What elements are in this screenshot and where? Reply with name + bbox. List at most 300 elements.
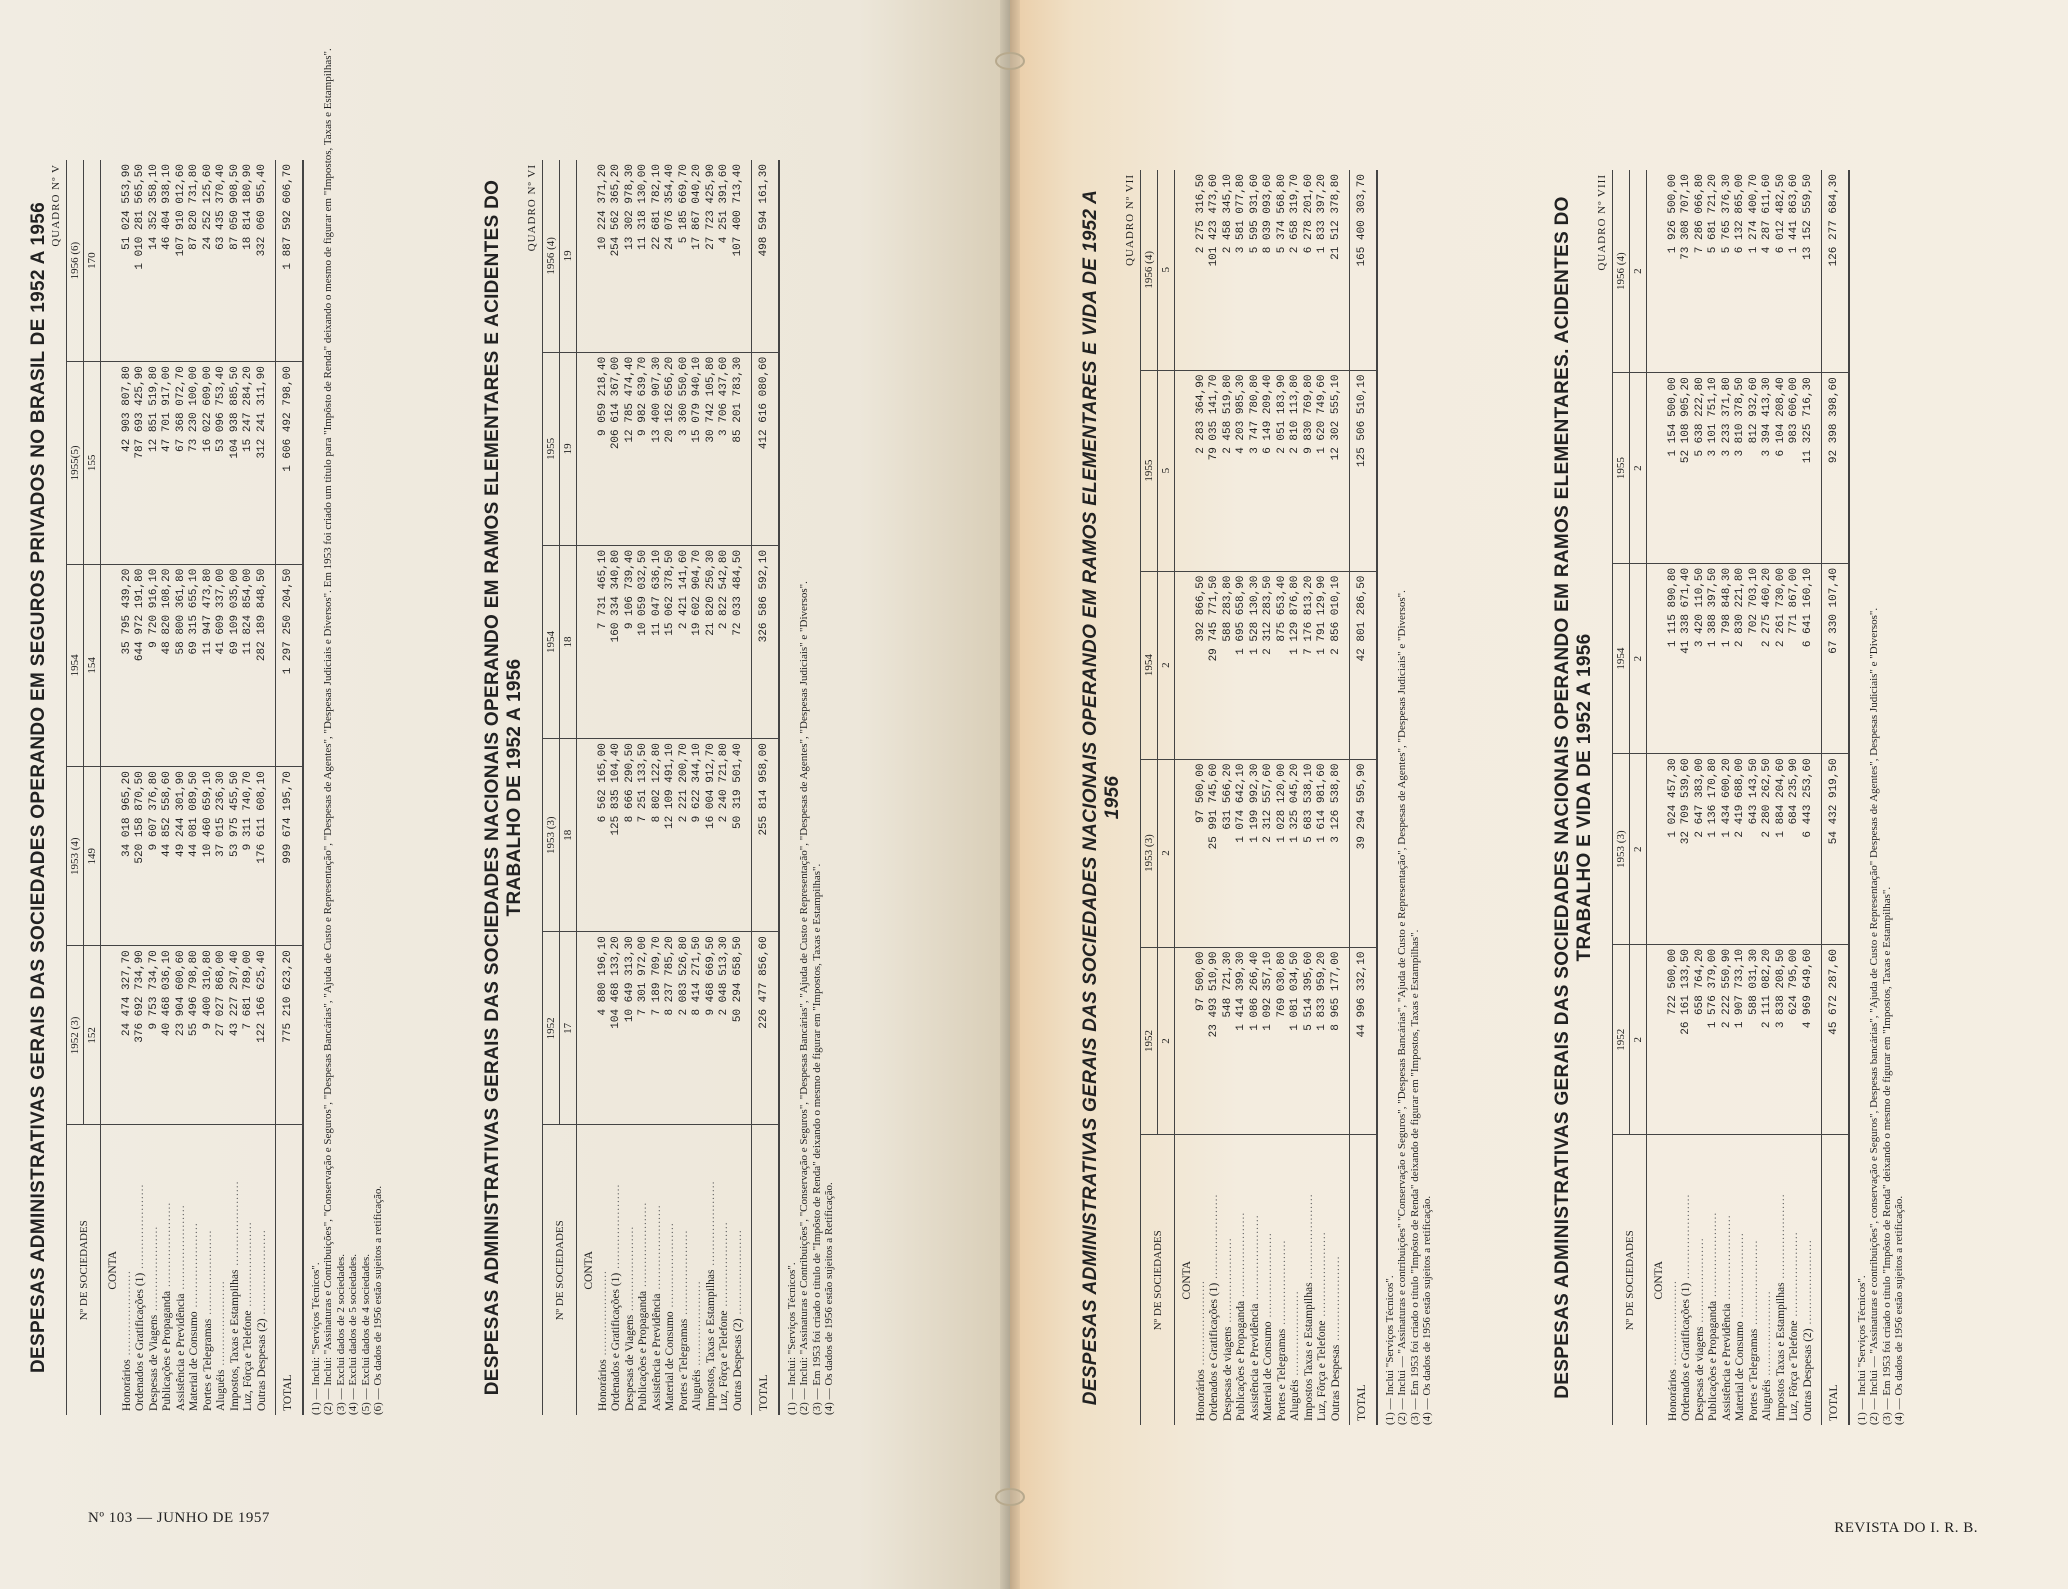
conta-spacer bbox=[577, 545, 597, 738]
header-num-sociedades: Nº DE SOCIEDADES bbox=[1141, 1135, 1175, 1425]
row-label-text: Outras Despesas (2) bbox=[255, 1318, 268, 1411]
table-cell: 722 500,00 bbox=[1667, 944, 1681, 1135]
row-label bbox=[121, 1125, 135, 1415]
row-label bbox=[1303, 1135, 1317, 1425]
table-cell: 8 965 177,00 bbox=[1330, 947, 1344, 1135]
footnote: (4) — Os dados de 1956 estão sujeitos a Retificação. bbox=[823, 1182, 835, 1415]
table-cell: 2 458 345,10 bbox=[1221, 174, 1234, 254]
table-row bbox=[732, 160, 746, 1415]
row-label bbox=[1235, 1135, 1249, 1425]
total-label: TOTAL bbox=[1350, 1135, 1377, 1425]
table-cell: 6 149 209,40 bbox=[1262, 370, 1276, 571]
table-cell: 15 079 940,10 bbox=[691, 352, 705, 545]
table-cell: 2 312 557,60 bbox=[1262, 759, 1276, 947]
row-label-text: Publicações e Propaganda bbox=[1235, 1300, 1247, 1421]
table-cell: 588 031,30 bbox=[1748, 944, 1762, 1135]
header-num-sociedades: Nº DE SOCIEDADES bbox=[67, 1125, 101, 1415]
conta-spacer bbox=[1647, 944, 1667, 1135]
table-cell: 22 681 782,10 bbox=[650, 164, 663, 250]
table-cell: 20 162 656,20 bbox=[664, 352, 678, 545]
table-cell: 2 240 721,80 bbox=[718, 739, 732, 932]
table-cell: 27 027 868,00 bbox=[215, 946, 229, 1125]
row-label-text: Despesas de Viagens bbox=[147, 1314, 160, 1411]
leader-dots: ...................... bbox=[677, 1229, 690, 1319]
table-cell: 1 115 890,80 bbox=[1667, 563, 1681, 754]
total-cell: 44 996 332,10 bbox=[1350, 947, 1377, 1135]
table-cell: 2 275 460,20 bbox=[1761, 563, 1775, 754]
table-cell: 254 562 365,20 bbox=[610, 164, 622, 257]
table-cell: 24 474 327,70 bbox=[121, 946, 135, 1125]
footnote: (1) — Inclui "Serviços Técnicos". bbox=[1383, 1275, 1396, 1425]
table-cell: 2 275 316,50 bbox=[1194, 174, 1207, 254]
total-cell: 412 616 080,60 bbox=[752, 352, 779, 545]
leader-dots: ...................... bbox=[1221, 1237, 1234, 1327]
table-cell: 13 302 978,30 bbox=[623, 164, 636, 250]
row-label-text: Outras Despesas bbox=[1329, 1344, 1342, 1421]
quadro-row bbox=[526, 160, 542, 1415]
conta-spacer bbox=[1175, 571, 1195, 759]
table-cell: 47 701 917,00 bbox=[161, 362, 175, 565]
row-label bbox=[256, 1125, 270, 1415]
table-cell: 4 880 196,10 bbox=[597, 932, 611, 1125]
table-cell: 6 562 165,00 bbox=[597, 739, 611, 932]
table-cell: 32 709 539,60 bbox=[1680, 754, 1694, 945]
table-cell: 9 720 916,10 bbox=[148, 564, 162, 767]
row-label-text: Material de Consumo bbox=[188, 1311, 200, 1411]
header-year: 1954 bbox=[543, 545, 560, 738]
table-cell: 769 030,80 bbox=[1276, 947, 1290, 1135]
row-label-text: Ordenados e Gratificações (1) bbox=[134, 1272, 146, 1411]
row-label-text: Ordenados e Gratificações (1) bbox=[1680, 1282, 1692, 1421]
table-cell: 122 166 625,40 bbox=[256, 946, 270, 1125]
row-label-text: Material de Consumo bbox=[664, 1311, 676, 1411]
table-row bbox=[610, 160, 624, 1415]
conta-spacer bbox=[1175, 370, 1195, 571]
header-year: 1954 bbox=[67, 564, 84, 767]
table-row bbox=[242, 160, 256, 1415]
header-row-years bbox=[1141, 170, 1158, 1425]
conta-spacer bbox=[1647, 170, 1667, 373]
table-cell: 658 764,20 bbox=[1694, 944, 1708, 1135]
leader-dots: ...................... bbox=[1788, 1231, 1800, 1321]
conta-row bbox=[1175, 170, 1195, 1425]
table-cell: 4 251 391,60 bbox=[718, 164, 730, 244]
row-label bbox=[188, 1125, 202, 1415]
table-cell: 1 434 600,20 bbox=[1721, 754, 1735, 945]
table-cell: 2 280 262,50 bbox=[1761, 754, 1775, 945]
table-row bbox=[1761, 170, 1775, 1425]
leader-dots: ...................... bbox=[623, 1225, 636, 1315]
table-cell: 8 666 290,50 bbox=[624, 739, 638, 932]
row-label-text: Impostos, Taxas e Estampilhas bbox=[228, 1269, 241, 1411]
row-label-text: Luz, Fôrça e Telefone bbox=[718, 1310, 730, 1411]
table-cell: 1 614 981,60 bbox=[1316, 759, 1330, 947]
table-row bbox=[121, 160, 135, 1415]
table-cell: 1 074 642,10 bbox=[1235, 759, 1249, 947]
table-cell: 644 972 191,80 bbox=[134, 564, 148, 767]
table-cell: 9 468 669,50 bbox=[705, 932, 719, 1125]
table-cell: 24 076 354,40 bbox=[664, 164, 676, 250]
table-cell: 11 947 473,80 bbox=[202, 564, 216, 767]
row-label bbox=[1276, 1135, 1290, 1425]
table-row bbox=[678, 160, 692, 1415]
leader-dots: ...................... bbox=[1801, 1239, 1814, 1329]
total-cell: 1 297 250 204,50 bbox=[276, 564, 303, 767]
total-cell: 92 398 398,60 bbox=[1822, 373, 1849, 564]
table-cell: 15 062 378,50 bbox=[664, 545, 678, 738]
table-cell: 1 388 397,50 bbox=[1707, 563, 1721, 754]
header-count: 149 bbox=[84, 767, 101, 946]
table-cell: 16 004 912,70 bbox=[705, 739, 719, 932]
table-cell: 1 129 876,80 bbox=[1289, 571, 1303, 759]
header-year: 1952 bbox=[543, 932, 560, 1125]
table-cell: 51 024 553,90 bbox=[120, 164, 133, 250]
footer-issue: Nº 103 — JUNHO DE 1957 bbox=[88, 1510, 270, 1526]
table-cell: 3 581 077,80 bbox=[1235, 174, 1247, 254]
row-label bbox=[732, 1125, 746, 1415]
table-cell: 1 620 749,60 bbox=[1316, 370, 1330, 571]
table-cell: 1 791 129,90 bbox=[1316, 571, 1330, 759]
header-count: 2 bbox=[1158, 947, 1175, 1135]
quadro-viii bbox=[1552, 170, 1906, 1425]
table-row bbox=[1667, 170, 1681, 1425]
footnote: (2) — Inclui — "Assinaturas e contribuições" "Conservação e Seguros", "Despesas Bancárias", "Ajuda de Custo e Representação", Despesas de Agentes", "Despesas Judiciais" e "Diversos". bbox=[1396, 590, 1408, 1425]
table-title: DESPESAS ADMINISTRATIVAS GERAIS DAS SOCIEDADES OPERANDO EM SEGUROS PRIVADOS NO BRASIL DE 1952 A 1956 bbox=[28, 202, 49, 1373]
table-cell: 3 394 413,30 bbox=[1761, 373, 1775, 564]
table-cell: 1 441 863,60 bbox=[1788, 174, 1800, 254]
total-row bbox=[1822, 170, 1849, 1425]
quadro-row bbox=[50, 160, 66, 1415]
table-cell: 48 820 108,20 bbox=[161, 564, 175, 767]
row-label bbox=[637, 1125, 651, 1415]
row-label bbox=[624, 1125, 638, 1415]
row-label bbox=[1289, 1135, 1303, 1425]
row-label bbox=[718, 1125, 732, 1415]
conta-spacer bbox=[577, 160, 597, 352]
table-cell: 87 820 731,80 bbox=[188, 164, 200, 250]
header-count: 19 bbox=[560, 160, 577, 352]
table-row bbox=[1721, 170, 1735, 1425]
header-count: 2 bbox=[1630, 563, 1647, 754]
table-cell: 3 810 378,50 bbox=[1734, 373, 1748, 564]
table-cell: 46 404 938,10 bbox=[161, 164, 173, 250]
conta-label: CONTA bbox=[101, 1125, 121, 1415]
table-cell: 9 106 739,40 bbox=[624, 545, 638, 738]
table-cell: 1 136 170,80 bbox=[1707, 754, 1721, 945]
row-label-text: Despesas de viagens bbox=[1693, 1326, 1706, 1421]
row-label-text: Material de Consumo bbox=[1262, 1321, 1274, 1421]
total-label: TOTAL bbox=[276, 1125, 303, 1415]
header-year: 1955 bbox=[1141, 370, 1158, 571]
table-cell: 2 810 113,80 bbox=[1289, 370, 1303, 571]
leader-dots: ...................... bbox=[1262, 1232, 1274, 1322]
table-cell: 1 884 204,60 bbox=[1775, 754, 1789, 945]
table-cell: 5 765 376,30 bbox=[1720, 174, 1733, 254]
table-cell: 282 189 848,50 bbox=[256, 564, 270, 767]
leader-dots: ...................... bbox=[1720, 1214, 1733, 1304]
data-table bbox=[542, 160, 780, 1415]
table-cell: 10 059 032,50 bbox=[637, 545, 651, 738]
total-cell: 999 674 195,70 bbox=[276, 767, 303, 946]
table-cell: 4 969 649,60 bbox=[1802, 944, 1816, 1135]
table-cell: 23 493 510,90 bbox=[1208, 947, 1222, 1135]
total-cell: 45 672 287,60 bbox=[1822, 944, 1849, 1135]
header-count: 2 bbox=[1158, 759, 1175, 947]
leader-dots: ...................... bbox=[1774, 1193, 1787, 1283]
conta-label: CONTA bbox=[577, 1125, 597, 1415]
footnote: (3) — Em 1953 foi criado o título de "Impôsto de Renda" deixando o mesmo de figurar em "Impostos, Taxas e Estampilhas". bbox=[810, 863, 823, 1415]
table-cell: 30 742 105,80 bbox=[705, 352, 719, 545]
header-count: 2 bbox=[1158, 571, 1175, 759]
quadro-label: QUADRO Nº VII bbox=[1124, 174, 1136, 266]
table-row bbox=[718, 160, 732, 1415]
footnote: (1) — Inclui "Serviços Técnicos". bbox=[1855, 1275, 1868, 1425]
leader-dots: ...................... bbox=[1329, 1255, 1342, 1345]
leader-dots: ...................... bbox=[1747, 1239, 1760, 1329]
table-cell: 21 512 378,80 bbox=[1329, 174, 1342, 260]
table-row bbox=[1262, 170, 1276, 1425]
table-cell: 73 230 100,00 bbox=[188, 362, 202, 565]
table-cell: 9 400 310,80 bbox=[202, 946, 216, 1125]
table-cell: 7 731 465,10 bbox=[597, 545, 611, 738]
header-year: 1956 (4) bbox=[543, 160, 560, 352]
header-year: 1953 (3) bbox=[1613, 754, 1630, 945]
table-cell: 548 721,30 bbox=[1222, 947, 1236, 1135]
header-year: 1953 (3) bbox=[1141, 759, 1158, 947]
table-row bbox=[1195, 170, 1209, 1425]
table-cell: 55 496 798,80 bbox=[188, 946, 202, 1125]
table-cell: 3 360 550,60 bbox=[678, 352, 692, 545]
table-row bbox=[1289, 170, 1303, 1425]
conta-label: CONTA bbox=[1175, 1135, 1195, 1425]
row-label-text: Honorários bbox=[1666, 1369, 1679, 1421]
table-cell: 79 035 141,70 bbox=[1208, 370, 1222, 571]
table-cell: 1 081 034,50 bbox=[1289, 947, 1303, 1135]
table-cell: 1 274 400,70 bbox=[1747, 174, 1760, 254]
table-cell: 35 795 439,20 bbox=[121, 564, 135, 767]
table-cell: 2 658 319,70 bbox=[1289, 174, 1301, 254]
table-cell: 332 060 955,40 bbox=[255, 164, 268, 257]
total-cell: 255 814 958,00 bbox=[752, 739, 779, 932]
table-cell: 11 047 636,10 bbox=[651, 545, 665, 738]
table-cell: 631 566,20 bbox=[1222, 759, 1236, 947]
row-label-text: Portes e Telegramas bbox=[677, 1318, 690, 1411]
table-row bbox=[202, 160, 216, 1415]
conta-spacer bbox=[1647, 754, 1667, 945]
footnotes bbox=[786, 160, 836, 1415]
header-year: 1953 (3) bbox=[543, 739, 560, 932]
row-label bbox=[242, 1125, 256, 1415]
row-label-text: Ordenados e Gratificações (1) bbox=[1208, 1282, 1220, 1421]
table-cell: 9 059 218,40 bbox=[597, 352, 611, 545]
row-label bbox=[148, 1125, 162, 1415]
table-cell: 1 154 500,00 bbox=[1667, 373, 1681, 564]
row-label bbox=[229, 1125, 243, 1415]
row-label bbox=[1694, 1135, 1708, 1425]
row-label bbox=[1748, 1135, 1762, 1425]
table-cell: 7 681 789,00 bbox=[242, 946, 256, 1125]
row-label bbox=[651, 1125, 665, 1415]
table-row bbox=[664, 160, 678, 1415]
table-row bbox=[1748, 170, 1762, 1425]
table-cell: 1 086 266,40 bbox=[1249, 947, 1263, 1135]
row-label-text: Assistência e Previdência bbox=[1248, 1303, 1261, 1421]
table-cell: 4 287 611,60 bbox=[1761, 174, 1773, 254]
header-count: 2 bbox=[1630, 373, 1647, 564]
row-label bbox=[1330, 1135, 1344, 1425]
conta-spacer bbox=[1647, 373, 1667, 564]
footnote: (1) — Inclui: "Serviços Técnicos". bbox=[785, 1262, 798, 1415]
table-cell: 9 753 734,70 bbox=[148, 946, 162, 1125]
row-label bbox=[1316, 1135, 1330, 1425]
table-row bbox=[597, 160, 611, 1415]
total-cell: 1 887 592 606,70 bbox=[276, 160, 303, 362]
total-cell: 226 477 856,60 bbox=[752, 932, 779, 1125]
table-cell: 5 638 222,80 bbox=[1694, 373, 1708, 564]
row-label bbox=[597, 1125, 611, 1415]
table-row bbox=[1208, 170, 1222, 1425]
table-row bbox=[1330, 170, 1344, 1425]
header-year: 1952 bbox=[1613, 944, 1630, 1135]
data-table bbox=[66, 160, 304, 1415]
row-label-text: Aluguéis bbox=[1761, 1379, 1773, 1421]
table-cell: 50 294 658,50 bbox=[732, 932, 746, 1125]
header-count: 5 bbox=[1158, 370, 1175, 571]
table-cell: 1 024 457,30 bbox=[1667, 754, 1681, 945]
header-year: 1952 bbox=[1141, 947, 1158, 1135]
total-cell: 1 606 492 798,00 bbox=[276, 362, 303, 565]
leader-dots: ...................... bbox=[147, 1225, 160, 1315]
table-cell: 87 050 908,50 bbox=[228, 164, 241, 250]
row-label-text: Luz, Fôrça e Telefone bbox=[1788, 1320, 1800, 1421]
conta-spacer bbox=[101, 160, 121, 362]
footer-journal: REVISTA DO I. R. B. bbox=[1834, 1520, 1978, 1536]
footnote: (5) — Exclui dados de 4 sociedades. bbox=[359, 1254, 372, 1415]
table-row bbox=[256, 160, 270, 1415]
footnote: (4) — Os dados de 1956 estão sujeitos a retificação. bbox=[1421, 1195, 1433, 1425]
header-count: 2 bbox=[1630, 170, 1647, 373]
table-cell: 5 374 568,80 bbox=[1275, 174, 1288, 254]
total-cell: 54 432 919,50 bbox=[1822, 754, 1849, 945]
leader-dots: ...................... bbox=[691, 1280, 703, 1370]
table-cell: 206 614 367,00 bbox=[610, 352, 624, 545]
table-cell: 160 334 340,80 bbox=[610, 545, 624, 738]
row-label bbox=[1734, 1135, 1748, 1425]
row-label bbox=[1667, 1135, 1681, 1425]
table-cell: 875 653,40 bbox=[1276, 571, 1290, 759]
leader-dots: ...................... bbox=[188, 1222, 200, 1312]
table-title: DESPESAS ADMINISTRATIVAS GERAIS DAS SOCIEDADES NACIONAIS OPERANDO EM RAMOS ELEMENTARES E VIDA DE 1952 A 1956 bbox=[1080, 189, 1123, 1406]
conta-spacer bbox=[101, 946, 121, 1125]
table-cell: 7 251 133,50 bbox=[637, 739, 651, 932]
table-cell: 24 252 125,60 bbox=[201, 164, 214, 250]
header-count: 2 bbox=[1630, 944, 1647, 1135]
leader-dots: ...................... bbox=[1734, 1232, 1746, 1322]
table-cell: 6 443 253,60 bbox=[1802, 754, 1816, 945]
table-cell: 10 649 313,30 bbox=[624, 932, 638, 1125]
table-cell: 7 176 813,20 bbox=[1303, 571, 1317, 759]
table-cell: 1 833 397,20 bbox=[1316, 174, 1328, 254]
table-cell: 7 189 709,70 bbox=[651, 932, 665, 1125]
table-cell: 13 400 907,30 bbox=[651, 352, 665, 545]
table-cell: 104 938 885,50 bbox=[229, 362, 243, 565]
data-table bbox=[1140, 170, 1378, 1425]
header-count: 5 bbox=[1158, 170, 1175, 370]
row-label-text: Despesas de Viagens bbox=[623, 1314, 636, 1411]
row-label bbox=[215, 1125, 229, 1415]
table-cell: 34 018 965,20 bbox=[121, 767, 135, 946]
row-label bbox=[1707, 1135, 1721, 1425]
table-cell: 643 143,50 bbox=[1748, 754, 1762, 945]
quadro-v bbox=[28, 48, 385, 1415]
table-cell: 101 423 473,60 bbox=[1208, 174, 1220, 267]
table-cell: 624 795,00 bbox=[1788, 944, 1802, 1135]
footnote: (1) — Inclui: "Serviços Técnicos". bbox=[309, 1262, 322, 1415]
table-cell: 19 602 904,70 bbox=[691, 545, 705, 738]
row-label bbox=[161, 1125, 175, 1415]
table-cell: 12 785 474,40 bbox=[624, 352, 638, 545]
table-cell: 8 237 785,20 bbox=[664, 932, 678, 1125]
table-cell: 1 092 357,10 bbox=[1262, 947, 1276, 1135]
quadro-row bbox=[1596, 170, 1612, 1425]
table-cell: 3 420 110,50 bbox=[1694, 563, 1708, 754]
total-cell: 126 277 684,30 bbox=[1822, 170, 1849, 373]
row-label-text: Honorários bbox=[1194, 1369, 1207, 1421]
conta-row bbox=[1647, 170, 1667, 1425]
table-cell: 5 514 395,60 bbox=[1303, 947, 1317, 1135]
table-cell: 1 798 848,30 bbox=[1721, 563, 1735, 754]
table-cell: 11 325 716,30 bbox=[1802, 373, 1816, 564]
total-cell: 42 801 286,50 bbox=[1350, 571, 1377, 759]
table-cell: 1 576 379,00 bbox=[1707, 944, 1721, 1135]
header-year: 1956 (4) bbox=[1613, 170, 1630, 373]
table-cell: 2 051 183,90 bbox=[1276, 370, 1290, 571]
conta-spacer bbox=[1175, 759, 1195, 947]
table-cell: 44 081 089,50 bbox=[188, 767, 202, 946]
header-year: 1954 bbox=[1613, 563, 1630, 754]
table-cell: 67 368 072,70 bbox=[175, 362, 189, 565]
table-cell: 12 109 491,10 bbox=[664, 739, 678, 932]
header-count: 19 bbox=[560, 352, 577, 545]
row-label bbox=[1802, 1135, 1816, 1425]
row-label-text: Portes e Telegramas bbox=[1747, 1328, 1760, 1421]
conta-row bbox=[577, 160, 597, 1415]
table-cell: 21 820 250,30 bbox=[705, 545, 719, 738]
table-cell: 9 622 344,10 bbox=[691, 739, 705, 932]
conta-spacer bbox=[101, 362, 121, 565]
table-cell: 9 982 639,70 bbox=[637, 352, 651, 545]
table-cell: 9 607 376,80 bbox=[148, 767, 162, 946]
header-count: 17 bbox=[560, 932, 577, 1125]
header-year: 1956 (4) bbox=[1141, 170, 1158, 370]
leader-dots: ...................... bbox=[174, 1204, 187, 1294]
table-cell: 3 126 538,80 bbox=[1330, 759, 1344, 947]
total-cell: 775 210 623,20 bbox=[276, 946, 303, 1125]
row-label-text: Publicações e Propaganda bbox=[637, 1290, 649, 1411]
table-cell: 107 910 012,60 bbox=[174, 164, 187, 257]
table-cell: 2 458 519,80 bbox=[1222, 370, 1236, 571]
table-row bbox=[1680, 170, 1694, 1425]
row-label bbox=[1788, 1135, 1802, 1425]
conta-row bbox=[101, 160, 121, 1415]
table-cell: 702 703,10 bbox=[1748, 563, 1762, 754]
table-cell: 85 201 783,30 bbox=[732, 352, 746, 545]
table-cell: 4 203 985,30 bbox=[1235, 370, 1249, 571]
binding-stitch bbox=[995, 1488, 1025, 1506]
table-cell: 104 468 133,20 bbox=[610, 932, 624, 1125]
table-row bbox=[651, 160, 665, 1415]
leader-dots: ...................... bbox=[201, 1229, 214, 1319]
